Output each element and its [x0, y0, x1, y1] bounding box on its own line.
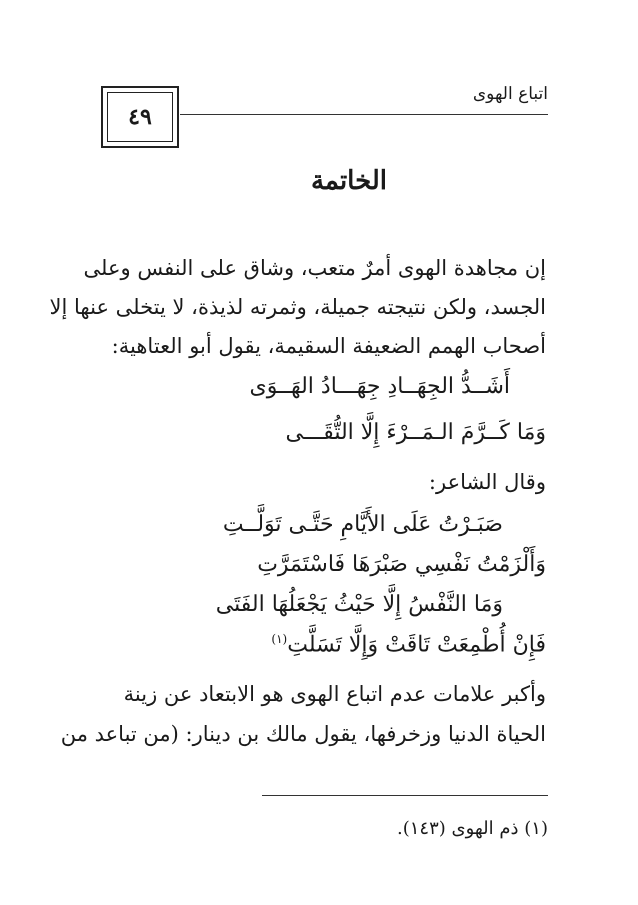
poem1-verse-1: أَشَــدُّ الجِهَــادِ جِهَـــادُ الهَــوَى	[249, 374, 510, 399]
paragraph1-line-2: الجسد، ولكن نتيجته جميلة، وثمرته لذيذة، لا يتخلى عنها إلا	[49, 295, 546, 319]
paragraph1-line-3: أصحاب الهمم الضعيفة السقيمة، يقول أبو العتاهية:	[111, 334, 546, 358]
footnote-marker: (١)	[271, 632, 288, 646]
footnote: (١) ذم الهوى (١٤٣).	[396, 818, 548, 839]
paragraph2-line-1: وأكبر علامات عدم اتباع الهوى هو الابتعاد عن زينة	[123, 682, 546, 706]
page-number: ٤٩	[128, 104, 152, 130]
running-title: اتباع الهوى	[472, 84, 548, 104]
header-rule	[180, 114, 548, 115]
poem1-verse-2: وَمَا كَــرَّمَ الـمَــرْءَ إِلَّا التُّقَـــى	[285, 420, 546, 445]
paragraph2-line-2: الحياة الدنيا وزخرفها، يقول مالك بن دينار: (من تباعد من	[60, 722, 546, 746]
poem2-verse-4-text: فَإِنْ أُطْمِعَتْ تَاقَتْ وَإِلَّا تَسَلَّتِ	[287, 632, 546, 658]
poem2-verse-3: وَمَا النَّفْسُ إِلَّا حَيْثُ يَجْعَلُهَا الفَتَى	[215, 592, 503, 617]
page-number-box-inner	[107, 92, 173, 142]
section-title: الخاتمة	[310, 166, 388, 196]
poem2-verse-1: صَبَـرْتُ عَلَى الأَيَّامِ حَتَّـى تَوَلَّــتِ	[222, 512, 503, 537]
paragraph1-line-1: إن مجاهدة الهوى أمرٌ متعب، وشاق على النفس وعلى	[83, 256, 546, 280]
poem2-verse-4	[271, 632, 546, 657]
poem2-intro: وقال الشاعر:	[428, 470, 546, 494]
page-number-box	[101, 86, 179, 148]
footnote-rule	[262, 795, 548, 796]
poem2-verse-2: وَأَلْزَمْتُ نَفْسِي صَبْرَهَا فَاسْتَمَرَّتِ	[257, 552, 546, 577]
